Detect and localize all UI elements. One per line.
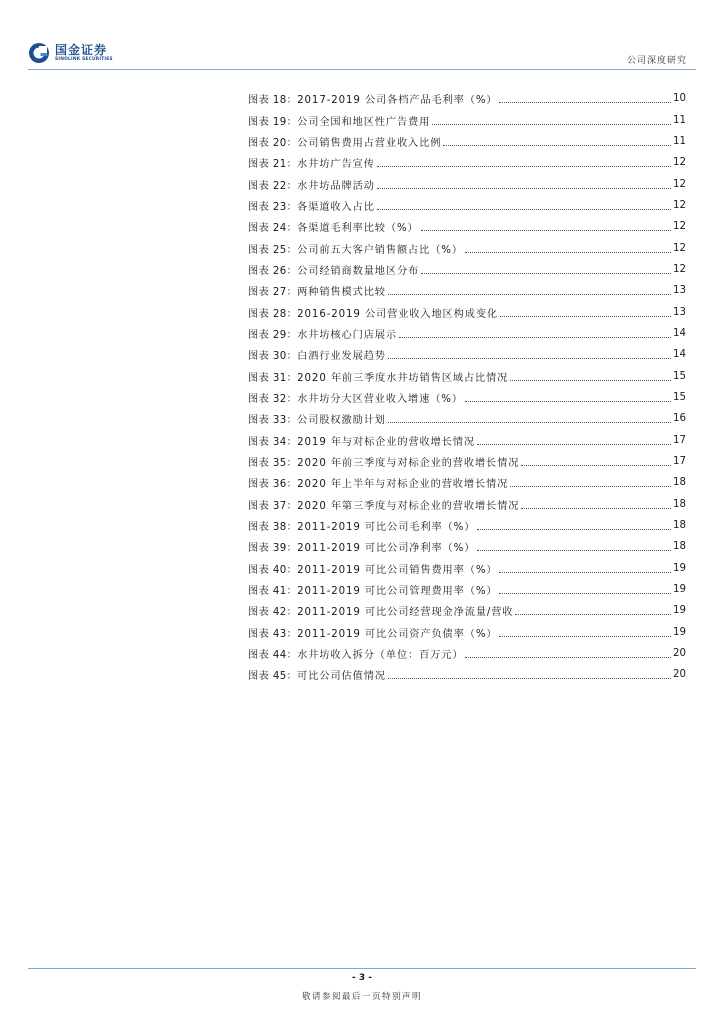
sinolink-logo-icon [28,42,50,64]
toc-entry-label: 图表 43： [248,628,298,640]
toc-entry-title: 2017-2019 公司各档产品毛利率（%） [297,95,498,107]
toc-entry-label: 图表 32： [248,393,298,405]
toc-entry-label: 图表 42： [248,607,298,619]
toc-entry-title: 2020 年前三季度水井坊销售区域占比情况 [297,372,509,384]
page-number: - 3 - [352,973,372,983]
toc-dot-leader [388,677,671,679]
toc-entry-page: 12 [673,178,686,190]
toc-entry-label: 图表 44： [248,650,298,662]
toc-entry[interactable] [248,195,686,216]
toc-entry-page: 18 [673,477,686,489]
toc-entry-title: 2020 年上半年与对标企业的营收增长情况 [297,479,509,491]
toc-entry[interactable] [248,600,686,621]
toc-entry-label: 图表 34： [248,436,298,448]
toc-entry-page: 14 [673,349,686,361]
toc-entry-title: 可比公司估值情况 [297,671,386,683]
toc-dot-leader [499,635,671,637]
footer-divider [28,968,696,969]
toc-entry-title: 水井坊收入拆分（单位：百万元） [297,650,464,662]
toc-entry[interactable] [248,494,686,515]
toc-dot-leader [388,293,671,295]
toc-entry-page: 18 [673,498,686,510]
toc-dot-leader [499,101,671,103]
toc-dot-leader [465,656,671,658]
toc-entry-page: 11 [673,135,686,147]
toc-entry-label: 图表 25： [248,244,298,256]
toc-entry-label: 图表 24： [248,223,298,235]
toc-entry-label: 图表 33： [248,415,298,427]
toc-entry-title: 2011-2019 可比公司销售费用率（%） [297,564,498,576]
toc-dot-leader [421,229,671,231]
toc-entry-label: 图表 27： [248,287,298,299]
toc-entry-label: 图表 39： [248,543,298,555]
toc-entry-page: 12 [673,199,686,211]
disclaimer-note: 敬请参阅最后一页特别声明 [301,992,422,1002]
toc-entry-page: 16 [673,413,686,425]
toc-entry-title: 2011-2019 可比公司净利率（%） [297,543,476,555]
toc-dot-leader [388,421,671,423]
toc-entry[interactable] [248,472,686,493]
toc-entry-page: 10 [673,93,686,105]
toc-entry-page: 13 [673,285,686,297]
toc-entry-title: 2011-2019 可比公司管理费用率（%） [297,586,498,598]
toc-dot-leader [477,443,671,445]
toc-entry-label: 图表 28： [248,308,298,320]
toc-entry-page: 17 [673,434,686,446]
toc-dot-leader [421,272,671,274]
toc-entry-page: 12 [673,157,686,169]
logo-english-name: SINOLINK SECURITIES [55,56,113,62]
toc-dot-leader [388,357,671,359]
toc-entry[interactable] [248,131,686,152]
toc-entry-page: 19 [673,605,686,617]
toc-dot-leader [465,251,671,253]
toc-entry-title: 2020 年第三季度与对标企业的营收增长情况 [297,500,520,512]
company-logo [28,42,113,64]
toc-entry[interactable] [248,365,686,386]
document-type: 公司深度研究 [626,56,687,66]
toc-entry[interactable] [248,237,686,258]
toc-entry-page: 20 [673,648,686,660]
toc-entry[interactable] [248,173,686,194]
toc-entry[interactable] [248,643,686,664]
toc-entry-page: 19 [673,626,686,638]
toc-entry[interactable] [248,152,686,173]
toc-entry-title: 公司前五大客户销售额占比（%） [297,244,463,256]
toc-entry[interactable] [248,109,686,130]
toc-dot-leader [377,208,671,210]
toc-entry-page: 14 [673,327,686,339]
toc-entry-title: 2016-2019 公司营业收入地区构成变化 [297,308,498,320]
toc-entry[interactable] [248,387,686,408]
toc-dot-leader [377,165,671,167]
toc-dot-leader [499,571,671,573]
toc-entry-label: 图表 35： [248,458,298,470]
toc-entry-title: 2011-2019 可比公司资产负债率（%） [297,628,498,640]
toc-entry[interactable] [248,301,686,322]
toc-entry-label: 图表 22： [248,180,298,192]
toc-dot-leader [515,613,671,615]
toc-entry[interactable] [248,451,686,472]
toc-entry-label: 图表 19： [248,116,298,128]
toc-entry[interactable] [248,664,686,685]
toc-entry-page: 15 [673,391,686,403]
header-divider [28,69,696,70]
toc-entry-title: 水井坊品牌活动 [297,180,375,192]
toc-dot-leader [521,464,671,466]
toc-entry-title: 公司销售费用占营业收入比例 [297,137,442,149]
toc-dot-leader [465,400,671,402]
toc-entry-title: 水井坊广告宣传 [297,159,375,171]
toc-entry[interactable] [248,515,686,536]
toc-entry[interactable] [248,88,686,109]
toc-dot-leader [510,379,671,381]
toc-entry-title: 水井坊分大区营业收入增速（%） [297,393,463,405]
toc-entry-title: 两种销售模式比较 [297,287,386,299]
toc-entry-page: 18 [673,541,686,553]
toc-entry[interactable] [248,622,686,643]
toc-entry-label: 图表 37： [248,500,298,512]
toc-entry-label: 图表 18： [248,95,298,107]
toc-entry[interactable] [248,558,686,579]
toc-entry-label: 图表 38： [248,522,298,534]
toc-entry[interactable] [248,280,686,301]
toc-entry-page: 19 [673,584,686,596]
toc-entry[interactable] [248,259,686,280]
toc-entry[interactable] [248,579,686,600]
toc-entry-title: 各渠道收入占比 [297,201,375,213]
table-of-figures [248,88,686,686]
toc-entry-page: 11 [673,114,686,126]
toc-entry-label: 图表 40： [248,564,298,576]
toc-entry[interactable] [248,536,686,557]
toc-dot-leader [510,485,671,487]
toc-dot-leader [432,123,671,125]
toc-entry-title: 2020 年前三季度与对标企业的营收增长情况 [297,458,520,470]
toc-entry-title: 2011-2019 可比公司毛利率（%） [297,522,476,534]
toc-entry[interactable] [248,344,686,365]
toc-entry-label: 图表 41： [248,586,298,598]
toc-entry[interactable] [248,323,686,344]
logo-chinese-name: 国金证券 [55,42,108,57]
toc-entry-title: 公司股权激励计划 [297,415,386,427]
toc-entry[interactable] [248,408,686,429]
toc-dot-leader [477,549,671,551]
toc-dot-leader [477,528,671,530]
toc-entry-label: 图表 31： [248,372,298,384]
toc-entry-label: 图表 29： [248,329,298,341]
toc-entry-label: 图表 36： [248,479,298,491]
toc-entry-title: 水井坊核心门店展示 [297,329,397,341]
toc-entry-title: 公司经销商数量地区分布 [297,265,420,277]
toc-entry-label: 图表 23： [248,201,298,213]
page-header [0,0,724,70]
toc-entry-page: 19 [673,562,686,574]
toc-entry-page: 12 [673,242,686,254]
toc-entry-label: 图表 45： [248,671,298,683]
toc-entry-title: 2019 年与对标企业的营收增长情况 [297,436,475,448]
toc-entry-title: 各渠道毛利率比较（%） [297,223,419,235]
toc-entry-title: 公司全国和地区性广告费用 [297,116,431,128]
toc-entry-page: 13 [673,306,686,318]
toc-entry-page: 17 [673,456,686,468]
toc-entry-page: 15 [673,370,686,382]
toc-entry-page: 18 [673,520,686,532]
toc-entry[interactable] [248,430,686,451]
toc-entry-label: 图表 26： [248,265,298,277]
toc-entry-label: 图表 30： [248,351,298,363]
toc-dot-leader [443,144,671,146]
toc-entry-title: 2011-2019 可比公司经营现金净流量/营收 [297,607,514,619]
toc-entry-label: 图表 20： [248,137,298,149]
toc-dot-leader [500,315,671,317]
toc-dot-leader [499,592,671,594]
toc-entry-page: 12 [673,221,686,233]
toc-entry-title: 白酒行业发展趋势 [297,351,386,363]
toc-entry-label: 图表 21： [248,159,298,171]
toc-dot-leader [399,336,671,338]
toc-dot-leader [377,187,671,189]
toc-dot-leader [521,507,671,509]
toc-entry[interactable] [248,216,686,237]
toc-entry-page: 20 [673,669,686,681]
toc-entry-page: 12 [673,263,686,275]
